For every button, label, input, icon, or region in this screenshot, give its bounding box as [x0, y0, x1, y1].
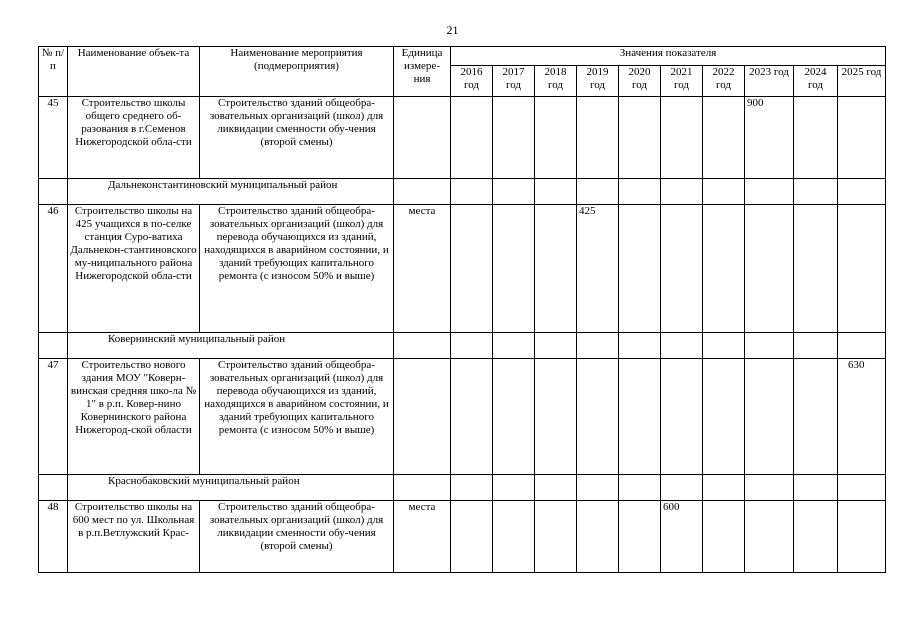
region-cell-empty: [838, 179, 886, 205]
activity-name: Строительство зданий общеобра-зовательных организаций (школ) для ликвидации сменности обу-чения (второй смены): [200, 501, 394, 573]
value-cell: [794, 359, 838, 475]
value-cell: [535, 205, 577, 333]
region-cell-empty: [451, 475, 493, 501]
value-cell: [493, 205, 535, 333]
region-cell-empty: [394, 333, 451, 359]
region-cell-empty: [619, 475, 661, 501]
value-cell: [661, 359, 703, 475]
region-cell-empty: [535, 475, 577, 501]
header-year: 2016 год: [451, 66, 493, 97]
row-number: 46: [39, 205, 68, 333]
region-cell-empty: [745, 179, 794, 205]
region-cell-empty: [794, 179, 838, 205]
unit-cell: [394, 359, 451, 475]
region-cell-empty: [703, 179, 745, 205]
value-cell: 600: [661, 501, 703, 573]
indicator-table: [38, 46, 886, 573]
value-cell: [619, 359, 661, 475]
region-cell-empty: [577, 179, 619, 205]
region-cell-empty: [39, 333, 68, 359]
page-number: 21: [446, 23, 459, 37]
value-cell: [451, 97, 493, 179]
value-cell: [794, 205, 838, 333]
value-cell: [493, 501, 535, 573]
region-cell-empty: [619, 179, 661, 205]
region-cell-empty: [703, 475, 745, 501]
region-row: [39, 475, 886, 501]
object-name: Строительство нового здания МОУ "Коверн-винская средняя шко-ла № 1" в р.п. Ковер-нино Ковернинского района Нижегород-ской области: [68, 359, 200, 475]
region-cell-empty: [493, 475, 535, 501]
value-cell: [745, 359, 794, 475]
value-cell: [619, 205, 661, 333]
value-cell: [661, 97, 703, 179]
header-year: 2019 год: [577, 66, 619, 97]
region-cell-empty: [838, 333, 886, 359]
region-cell-empty: [39, 475, 68, 501]
value-cell: [535, 97, 577, 179]
value-cell: [794, 501, 838, 573]
header-object: Наименование объек-та: [68, 47, 200, 97]
value-cell: 900: [745, 97, 794, 179]
header-unit: Единица измере-ния: [394, 47, 451, 97]
value-cell: [745, 501, 794, 573]
region-cell-empty: [577, 333, 619, 359]
value-cell: [661, 205, 703, 333]
header-activity: Наименование мероприятия (подмероприятия): [200, 47, 394, 97]
value-cell: 425: [577, 205, 619, 333]
value-cell: [838, 97, 886, 179]
region-cell-empty: [535, 333, 577, 359]
value-cell: [493, 359, 535, 475]
region-row: [39, 179, 886, 205]
region-cell-empty: [493, 333, 535, 359]
region-cell-empty: [493, 179, 535, 205]
region-cell-empty: [394, 475, 451, 501]
header-year: 2017 год: [493, 66, 535, 97]
header-year: 2025 год: [838, 66, 886, 97]
region-name: Дальнеконстантиновский муниципальный район: [68, 179, 394, 205]
region-cell-empty: [794, 333, 838, 359]
region-cell-empty: [394, 179, 451, 205]
region-cell-empty: [838, 475, 886, 501]
value-cell: [794, 97, 838, 179]
object-name: Строительство школы на 600 мест по ул. Школьная в р.п.Ветлужский Крас-: [68, 501, 200, 573]
object-name: Строительство школы на 425 учащихся в по-селке станция Суро-ватиха Дальнекон-стантиновского му-ниципального района Нижегородской обла-сти: [68, 205, 200, 333]
header-year: 2020 год: [619, 66, 661, 97]
value-cell: [451, 205, 493, 333]
header-year: 2021 год: [661, 66, 703, 97]
value-cell: [619, 97, 661, 179]
value-cell: [703, 501, 745, 573]
unit-cell: места: [394, 501, 451, 573]
value-cell: [745, 205, 794, 333]
value-cell: [451, 501, 493, 573]
value-cell: [703, 97, 745, 179]
region-cell-empty: [451, 333, 493, 359]
header-num: № п/п: [39, 47, 68, 97]
header-year: 2024 год: [794, 66, 838, 97]
value-cell: [535, 501, 577, 573]
value-cell: [577, 97, 619, 179]
row-number: 45: [39, 97, 68, 179]
header-year: 2022 год: [703, 66, 745, 97]
activity-name: Строительство зданий общеобра-зовательных организаций (школ) для перевода обучающихся из зданий, находящихся в аварийном состоянии, и зданий требующих капитального ремонта (с износом 50% и выше): [200, 205, 394, 333]
value-cell: [619, 501, 661, 573]
unit-cell: места: [394, 205, 451, 333]
region-name: Ковернинский муниципальный район: [68, 333, 394, 359]
region-cell-empty: [619, 333, 661, 359]
activity-name: Строительство зданий общеобра-зовательных организаций (школ) для перевода обучающихся из зданий, находящихся в аварийном состоянии, и зданий требующих капитального ремонта (с износом 50% и выше): [200, 359, 394, 475]
region-cell-empty: [661, 333, 703, 359]
table-body: [39, 97, 886, 573]
header-year: 2018 год: [535, 66, 577, 97]
table-row: [39, 501, 886, 573]
region-cell-empty: [451, 179, 493, 205]
value-cell: 630: [838, 359, 886, 475]
value-cell: [451, 359, 493, 475]
row-number: 48: [39, 501, 68, 573]
region-cell-empty: [535, 179, 577, 205]
value-cell: [838, 205, 886, 333]
region-cell-empty: [745, 333, 794, 359]
unit-cell: [394, 97, 451, 179]
region-cell-empty: [577, 475, 619, 501]
header-values: Значения показателя: [451, 47, 886, 66]
header-year: 2023 год: [745, 66, 794, 97]
table-row: [39, 205, 886, 333]
row-number: 47: [39, 359, 68, 475]
region-cell-empty: [794, 475, 838, 501]
value-cell: [703, 205, 745, 333]
region-row: [39, 333, 886, 359]
value-cell: [577, 501, 619, 573]
region-name: Краснобаковский муниципальный район: [68, 475, 394, 501]
value-cell: [838, 501, 886, 573]
region-cell-empty: [661, 475, 703, 501]
region-cell-empty: [703, 333, 745, 359]
region-cell-empty: [745, 475, 794, 501]
value-cell: [577, 359, 619, 475]
region-cell-empty: [39, 179, 68, 205]
region-cell-empty: [661, 179, 703, 205]
table-row: [39, 97, 886, 179]
object-name: Строительство школы общего среднего об-разования в г.Семенов Нижегородской обла-сти: [68, 97, 200, 179]
value-cell: [535, 359, 577, 475]
table-row: [39, 359, 886, 475]
activity-name: Строительство зданий общеобра-зовательных организаций (школ) для ликвидации сменности обу-чения (второй смены): [200, 97, 394, 179]
value-cell: [493, 97, 535, 179]
value-cell: [703, 359, 745, 475]
